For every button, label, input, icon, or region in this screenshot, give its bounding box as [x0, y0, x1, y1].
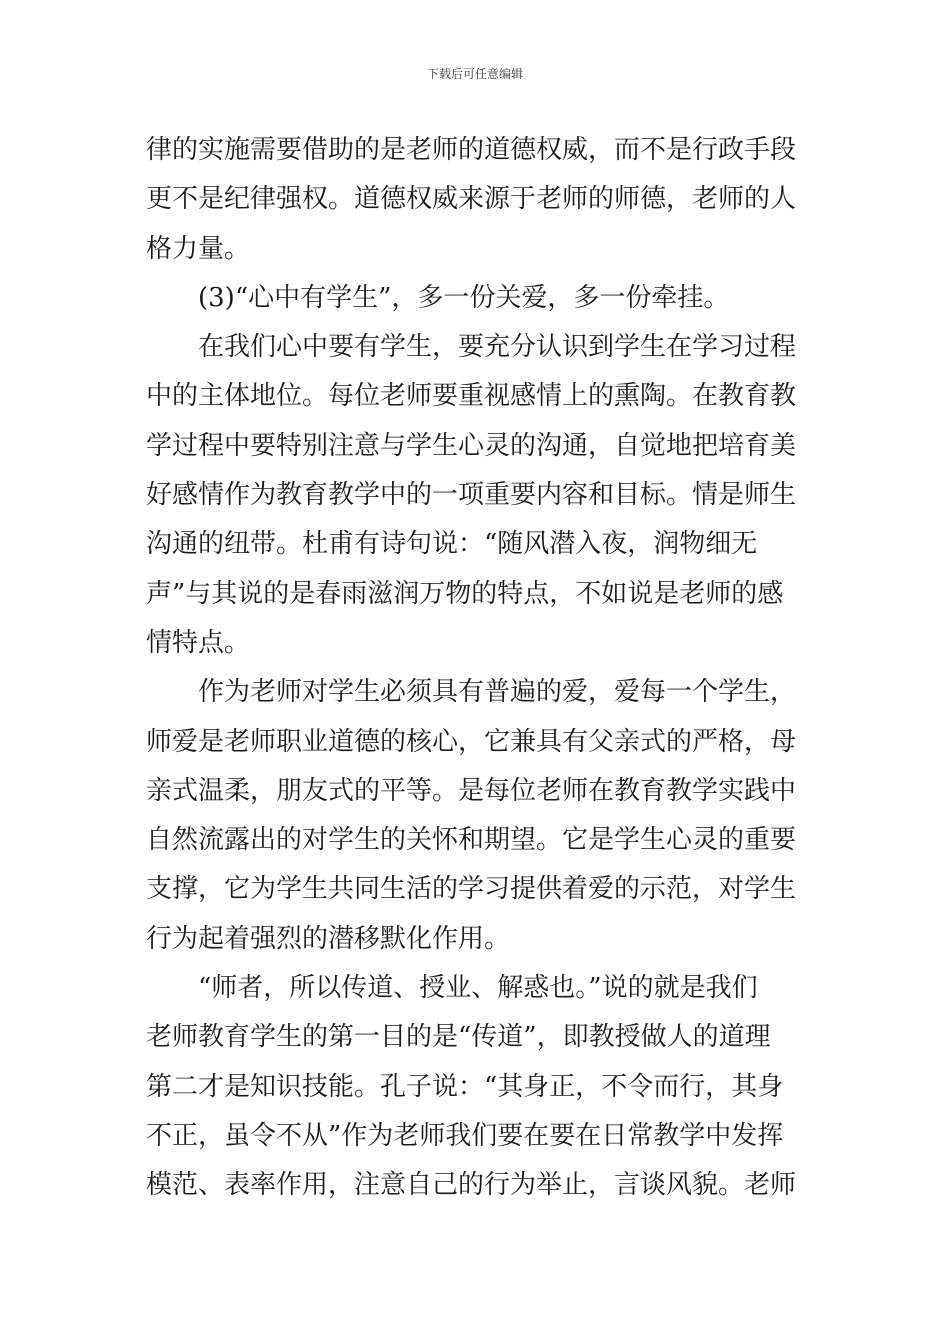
text-line: 亲式温柔，朋友式的平等。是每位老师在教育教学实践中	[146, 775, 797, 806]
body-text	[146, 126, 808, 1211]
text-line: 更不是纪律强权。道德权威来源于老师的师德，老师的人	[146, 184, 797, 215]
text-line: 中的主体地位。每位老师要重视感情上的熏陶。在教育教	[146, 381, 797, 412]
text-line: 作为老师对学生必须具有普遍的爱，爱每一个学生，	[198, 677, 797, 708]
text-line: 在我们心中要有学生，要充分认识到学生在学习过程	[198, 332, 797, 363]
text-line: 沟通的纽带。杜甫有诗句说：“随风潜入夜，润物细无	[146, 529, 758, 560]
text-line: 行为起着强烈的潜移默化作用。	[146, 923, 511, 954]
text-line: 模范、表率作用，注意自己的行为举止，言谈风貌。老师	[146, 1170, 797, 1201]
text-line: 自然流露出的对学生的关怀和期望。它是学生心灵的重要	[146, 825, 797, 856]
text-line: 师爱是老师职业道德的核心，它兼具有父亲式的严格，母	[146, 726, 797, 757]
text-line: “师者，所以传道、授业、解惑也。”说的就是我们	[198, 973, 758, 1004]
page-header: 下载后可任意编辑	[426, 67, 523, 81]
text-line: 第二才是知识技能。孔子说：“其身正，不令而行，其身	[146, 1071, 784, 1102]
text-line: 好感情作为教育教学中的一项重要内容和目标。情是师生	[146, 480, 797, 511]
section-heading: (3)“心中有学生”，多一份关爱，多一份牵挂。	[198, 282, 730, 313]
text-line: 声”与其说的是春雨滋润万物的特点，不如说是老师的感	[146, 578, 784, 609]
text-line: 格力量。	[146, 233, 251, 264]
text-line: 不正，虽令不从”作为老师我们要在要在日常教学中发挥	[146, 1120, 784, 1151]
text-line: 学过程中要特别注意与学生心灵的沟通，自觉地把培育美	[146, 430, 797, 461]
text-line: 律的实施需要借助的是老师的道德权威，而不是行政手段	[146, 135, 797, 165]
text-line: 支撑，它为学生共同生活的学习提供着爱的示范，对学生	[146, 874, 797, 905]
text-line: 情特点。	[146, 627, 251, 658]
text-line: 老师教育学生的第一目的是“传道”，即教授做人的道理	[146, 1022, 771, 1053]
